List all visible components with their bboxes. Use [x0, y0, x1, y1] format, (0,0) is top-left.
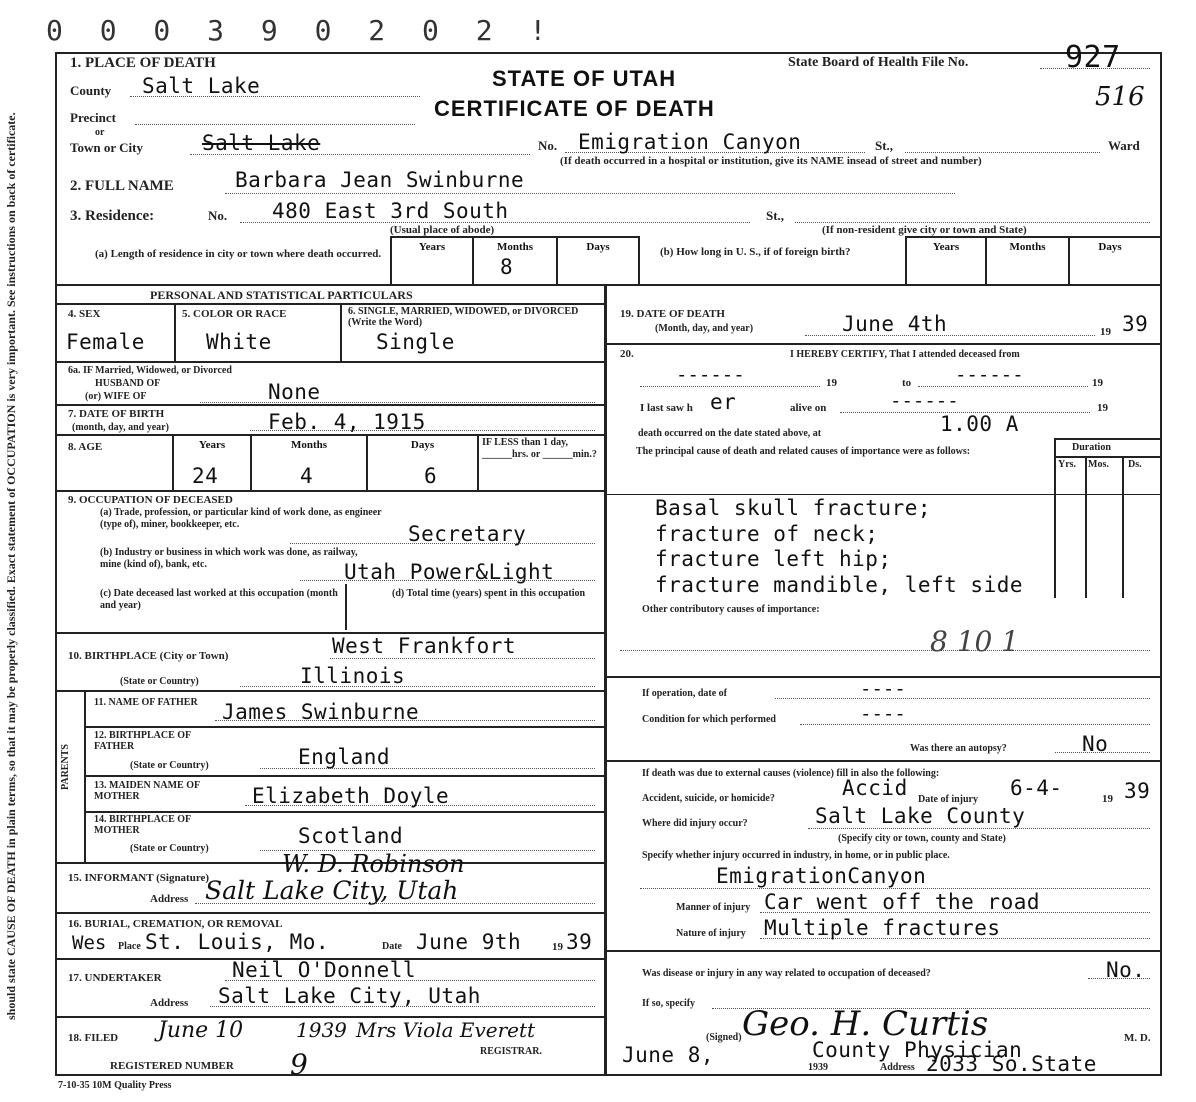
residence-st-label: St.,: [766, 208, 785, 223]
certify-number: 20.: [620, 348, 634, 360]
residence-days-head: Days: [586, 241, 610, 253]
informant-address-label: Address: [150, 893, 189, 905]
ward-label: Ward: [1108, 138, 1140, 153]
principal-cause-label: The principal cause of death and related causes of importance were as follows:: [636, 446, 971, 457]
or-label: or: [95, 127, 105, 138]
where-injury-label: Where did injury occur?: [642, 818, 748, 829]
dob-label: 7. DATE OF BIRTH: [68, 408, 165, 420]
title-certificate: CERTIFICATE OF DEATH: [434, 96, 715, 121]
residence-months-head: Months: [496, 241, 534, 253]
burial-year-prefix: 19: [552, 941, 563, 953]
parents-label: PARENTS: [60, 744, 71, 790]
dob-sub-label: (month, day, and year): [72, 422, 169, 433]
condition-value: ----: [860, 703, 906, 725]
duration-yrs: Yrs.: [1058, 459, 1077, 470]
occupation-c-label: (c) Date deceased last worked at this occupation (month and year): [100, 588, 338, 611]
filed-label: 18. FILED: [68, 1032, 119, 1044]
residence-months-value: 8: [500, 255, 514, 279]
injury-year-value: 39: [1124, 779, 1151, 803]
usual-abode-note: (Usual place of abode): [390, 224, 495, 236]
age-days-value: 6: [424, 464, 438, 488]
father-birthplace-state-label: (State or Country): [130, 760, 209, 771]
where-injury-value: Salt Lake County: [815, 804, 1026, 828]
hospital-note: (If death occurred in a hospital or institution, give its NAME insead of street and number): [560, 155, 982, 167]
undertaker-value: Neil O'Donnell: [232, 958, 417, 982]
filed-date-value: June 10: [158, 1018, 244, 1043]
undertaker-address-label: Address: [150, 997, 189, 1009]
dod-year-prefix: 19: [1100, 326, 1111, 338]
duration-head: Duration: [1072, 442, 1111, 453]
dod-sub-label: (Month, day, and year): [655, 323, 754, 334]
other-causes-mark: 8 10 1: [930, 625, 1020, 658]
file-no-label: State Board of Health File No.: [788, 55, 969, 70]
occupation-value: Secretary: [408, 522, 527, 546]
birthplace-city-value: West Frankfort: [332, 634, 517, 658]
town-label: Town or City: [70, 140, 143, 155]
marital-value: Single: [376, 330, 455, 354]
age-label: 8. AGE: [68, 441, 103, 453]
us-residence-label: (b) How long in U. S., if of foreign birth?: [660, 246, 851, 258]
physician-address-label: Address: [880, 1062, 915, 1073]
registered-number-label: REGISTERED NUMBER: [110, 1060, 234, 1072]
personal-section-title: PERSONAL AND STATISTICAL PARTICULARS: [150, 288, 413, 302]
attend-from-value: ------: [676, 364, 745, 386]
death-at-label: death occurred on the date stated above, at: [638, 428, 822, 439]
injury-place-value: EmigrationCanyon: [716, 864, 927, 888]
external-causes-label: If death was due to external causes (violence) fill in also the following:: [642, 768, 940, 779]
accident-label: Accident, suicide, or homicide?: [642, 793, 775, 804]
cause-line-1: Basal skull fracture;: [655, 496, 932, 520]
spouse-label-3: (or) WIFE OF: [85, 391, 147, 402]
burial-label: 16. BURIAL, CREMATION, OR REMOVAL: [68, 918, 283, 930]
registrar-signature: Mrs Viola Everett: [356, 1018, 536, 1042]
death-time-value: 1.00 A: [940, 412, 1019, 436]
spouse-label-1: 6a. IF Married, Widowed, or Divorced: [68, 365, 232, 376]
age-years-head: Years: [198, 439, 226, 451]
file-number: 927: [1065, 40, 1121, 75]
mother-value: Elizabeth Doyle: [252, 784, 450, 808]
nature-label: Nature of injury: [676, 928, 746, 939]
signed-label: (Signed): [706, 1032, 742, 1043]
dob-value: Feb. 4, 1915: [268, 410, 426, 434]
st-label: St.,: [875, 138, 894, 153]
dod-label: 19. DATE OF DEATH: [620, 308, 725, 320]
form-footer: 7-10-35 10M Quality Press: [58, 1080, 172, 1091]
precinct-label: Precinct: [70, 110, 116, 125]
color-value: White: [206, 330, 272, 354]
mother-birthplace-value: Scotland: [298, 824, 404, 848]
sex-value: Female: [66, 330, 145, 354]
burial-place-value: St. Louis, Mo.: [145, 930, 330, 954]
age-months-head: Months: [290, 439, 328, 451]
physician-address-value: 2033 So.State: [926, 1052, 1097, 1076]
street-value: Emigration Canyon: [578, 130, 802, 154]
informant-label: 15. INFORMANT (Signature): [68, 872, 210, 884]
form-border-top: [55, 52, 1160, 54]
spouse-value: None: [268, 380, 321, 404]
street-no-label: No.: [538, 138, 558, 153]
place-of-death-heading: 1. PLACE OF DEATH: [70, 55, 216, 71]
serial-number: 0 0 0 3 9 0 2 0 2 !: [46, 14, 557, 47]
informant-address-value: Salt Lake City, Utah: [205, 876, 459, 905]
father-birthplace-value: England: [298, 745, 391, 769]
nonresident-note: (If non-resident give city or town and State): [822, 224, 1027, 236]
md-label: M. D.: [1124, 1032, 1151, 1044]
certify-text: I HEREBY CERTIFY, That I attended deceased from: [790, 349, 1020, 360]
birthplace-label: 10. BIRTHPLACE (City or Town): [68, 650, 229, 662]
us-years-head: Years: [932, 241, 960, 253]
attend-to-label: to: [902, 377, 912, 389]
other-causes-label: Other contributory causes of importance:: [642, 604, 820, 615]
physician-title: County Physician: [812, 1038, 1023, 1062]
alive-on-label: alive on: [790, 402, 827, 414]
occupation-related-value: No.: [1106, 958, 1146, 982]
if-so-label: If so, specify: [642, 998, 696, 1009]
residence-label: 3. Residence:: [70, 208, 155, 224]
physician-signature: Geo. H. Curtis: [742, 1004, 989, 1044]
attend-from-year: 19: [826, 377, 837, 389]
residence-no-label: No.: [208, 208, 228, 223]
color-label: 5. COLOR OR RACE: [182, 308, 287, 320]
occupation-a-label: (a) Trade, profession, or particular kind of work done, as engineer (type of), miner, bookkeeper, etc.: [100, 507, 382, 530]
nature-value: Multiple fractures: [764, 916, 1001, 940]
alive-on-year: 19: [1097, 402, 1108, 414]
sex-label: 4. SEX: [68, 308, 101, 320]
burial-type-value: Wes: [72, 932, 107, 954]
title-state: STATE OF UTAH: [492, 66, 677, 91]
specify-city-note: (Specify city or town, county and State): [838, 833, 1006, 844]
undertaker-label: 17. UNDERTAKER: [68, 972, 162, 984]
attend-to-year: 19: [1092, 377, 1103, 389]
us-months-head: Months: [1009, 241, 1046, 253]
duration-mos: Mos.: [1088, 459, 1109, 470]
occupation-d-label: (d) Total time (years) spent in this occupation: [392, 588, 586, 599]
undertaker-address-value: Salt Lake City, Utah: [218, 984, 481, 1008]
sign-date-value: June 8,: [622, 1043, 715, 1067]
county-value: Salt Lake: [142, 74, 261, 98]
last-saw-value: er: [710, 390, 737, 414]
length-residence-label: (a) Length of residence in city or town where death occurred.: [95, 248, 382, 260]
county-label: County: [70, 83, 112, 98]
specify-place-label: Specify whether injury occurred in industry, in home, or in public place.: [642, 850, 950, 861]
full-name-label: 2. FULL NAME: [70, 178, 174, 194]
town-value: Salt Lake: [202, 131, 321, 155]
injury-year-prefix: 19: [1102, 793, 1113, 805]
last-saw-label: I last saw h: [640, 402, 693, 414]
injury-date-value: 6-4-: [1010, 776, 1063, 800]
cause-line-3: fracture left hip;: [655, 547, 892, 571]
operation-value: ----: [860, 678, 906, 700]
if-less-label: IF LESS than 1 day, ______hrs. or ______min.?: [482, 437, 597, 460]
birthplace-state-label: (State or Country): [120, 676, 199, 687]
marital-label: 6. SINGLE, MARRIED, WIDOWED, or DIVORCED (Write the Word): [348, 306, 579, 328]
registrar-label: REGISTRAR.: [480, 1046, 542, 1057]
cause-line-4: fracture mandible, left side: [655, 573, 1024, 597]
residence-value: 480 East 3rd South: [272, 199, 509, 223]
accident-value: Accid: [842, 776, 908, 800]
us-days-head: Days: [1098, 241, 1122, 253]
industry-value: Utah Power&Light: [344, 560, 555, 584]
duration-ds: Ds.: [1128, 459, 1142, 470]
registered-number-value: 9: [290, 1048, 308, 1081]
file-sub-number: 516: [1095, 82, 1145, 112]
age-years-value: 24: [192, 464, 219, 488]
spouse-label-2: HUSBAND OF: [95, 378, 161, 389]
filed-year-value: 1939: [296, 1018, 347, 1042]
sign-year-value: 1939: [808, 1062, 828, 1073]
operation-label: If operation, date of: [642, 688, 727, 699]
age-days-head: Days: [410, 439, 435, 451]
margin-instruction: should state CAUSE OF DEATH in plain terms, so that it may be properly classified. Exact statement of OCCUPATION is very important. See instructions on back of certificate.: [4, 112, 18, 1020]
attend-to-value: ------: [955, 364, 1024, 386]
autopsy-value: No: [1082, 732, 1109, 756]
mother-birthplace-state-label: (State or Country): [130, 843, 209, 854]
form-border-left: [55, 52, 57, 1074]
occupation-related-label: Was disease or injury in any way related to occupation of deceased?: [642, 968, 931, 979]
father-value: James Swinburne: [222, 700, 420, 724]
mother-label: 13. MAIDEN NAME OF MOTHER: [94, 780, 200, 802]
occupation-b-label: (b) Industry or business in which work was done, as railway, mine (kind of), bank, etc.: [100, 547, 358, 570]
manner-label: Manner of injury: [676, 902, 751, 913]
burial-year-value: 39: [566, 930, 593, 954]
center-divider: [604, 284, 607, 1074]
mother-birthplace-label: 14. BIRTHPLACE OF MOTHER: [94, 814, 191, 836]
residence-years-head: Years: [418, 241, 446, 253]
birthplace-state-value: Illinois: [300, 664, 406, 688]
injury-date-label: Date of injury: [918, 794, 978, 805]
alive-on-value: ------: [890, 390, 959, 412]
burial-place-label: Place: [118, 941, 141, 952]
cause-line-2: fracture of neck;: [655, 522, 879, 546]
father-label: 11. NAME OF FATHER: [94, 697, 198, 708]
autopsy-label: Was there an autopsy?: [910, 743, 1007, 754]
informant-signature: W. D. Robinson: [282, 850, 465, 878]
dod-value: June 4th: [842, 312, 948, 336]
full-name-value: Barbara Jean Swinburne: [235, 168, 525, 192]
form-border-right: [1160, 52, 1162, 1074]
age-months-value: 4: [300, 464, 314, 488]
father-birthplace-label: 12. BIRTHPLACE OF FATHER: [94, 730, 191, 752]
occupation-label: 9. OCCUPATION OF DECEASED: [68, 494, 233, 506]
burial-date-label: Date: [382, 941, 402, 952]
condition-label: Condition for which performed: [642, 714, 776, 725]
dod-year-value: 39: [1122, 312, 1149, 336]
manner-value: Car went off the road: [764, 890, 1041, 914]
burial-date-value: June 9th: [416, 930, 522, 954]
